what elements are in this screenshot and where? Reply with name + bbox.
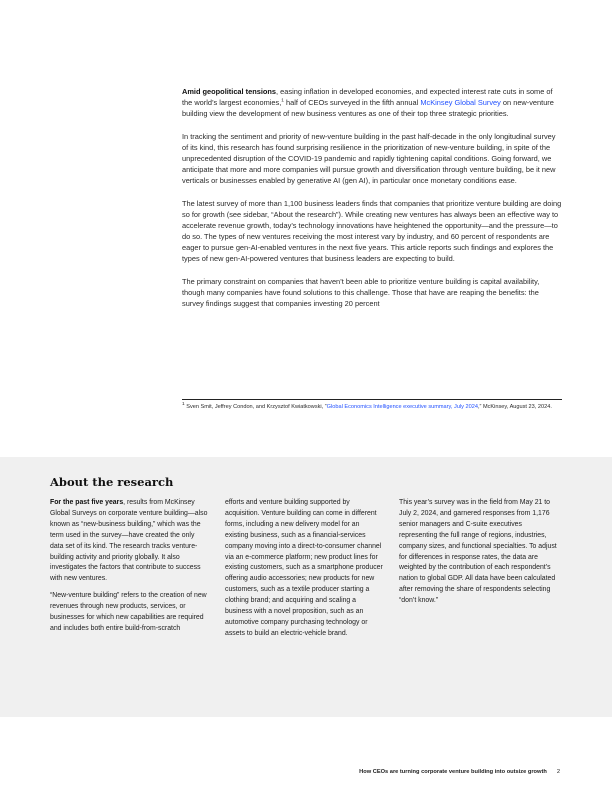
sidebar-column-3 bbox=[399, 498, 557, 613]
sidebar-column-1 bbox=[50, 498, 208, 641]
sidebar-lead: For the past five years bbox=[50, 499, 124, 506]
page-number: 2 bbox=[556, 769, 560, 775]
footer-title: How CEOs are turning corporate venture building into outsize growth bbox=[359, 769, 547, 775]
sidebar-paragraph: This year’s survey was in the field from May 21 to July 2, 2024, and garnered responses from 1,176 senior managers and C-suite executives representing the full range of regions, industries, company sizes, and functional specialties. To adjust for differences in response rates, the data are weighted by the contribution of each respondent’s nation to global GDP. All data have been calculated after removing the share of respondents selecting “don’t know.” bbox=[399, 499, 557, 605]
footnote-mark: 1 bbox=[182, 402, 185, 408]
intro-text-2: half of CEOs surveyed in the fifth annual bbox=[283, 98, 421, 107]
running-footer bbox=[359, 769, 560, 775]
intro-text-1: , easing inflation in developed economies, and expected interest rate cuts in some of the world’s largest economies, bbox=[182, 87, 553, 107]
footnote-text-after: ,” McKinsey, August 23, 2024. bbox=[477, 404, 552, 410]
footnote-reference[interactable]: 1 bbox=[281, 98, 284, 104]
intro-text-3: on new-venture building view the development of new business ventures as one of their top three strategic priorities. bbox=[182, 98, 554, 118]
intro-lead: Amid geopolitical tensions bbox=[182, 87, 277, 96]
body-paragraph: The latest survey of more than 1,100 business leaders finds that companies that prioritize venture building are doing so for growth (see sidebar, “About the research”). While creating new ventures has always been an effective way to accelerate revenue growth, today’s technology innovations have heightened the opportunity—and the pressure—to do so. The types of new ventures receiving the most interest vary by industry, and 60 percent of respondents are eager to pursue gen-AI-enabled ventures in the next five years. This article reports such findings and explores the types of new gen-AI-powered ventures that business leaders are expecting to build. bbox=[182, 199, 562, 263]
intro-paragraph bbox=[182, 86, 562, 119]
footnote bbox=[182, 404, 562, 411]
sidebar-text: , results from McKinsey Global Surveys on corporate venture building—also known as “new-business building,” which was the term used in the survey—have created the only data set of its kind. The research tracks venture-building activity and priority globally. It also investigates the factors that contribute to success with new ventures. bbox=[50, 499, 208, 583]
sidebar-column-2 bbox=[225, 498, 383, 646]
mckinsey-global-survey-link[interactable]: McKinsey Global Survey bbox=[420, 98, 501, 107]
footnote-text-before: Sven Smit, Jeffrey Condon, and Krzysztof Kwiatkowski, “ bbox=[184, 404, 327, 410]
global-economics-link[interactable]: Global Economics Intelligence executive summary, July 2024 bbox=[326, 404, 478, 410]
sidebar-paragraph bbox=[50, 498, 208, 585]
about-the-research-sidebar bbox=[0, 457, 612, 717]
sidebar-paragraph: efforts and venture building supported by acquisition. Venture building can come in different forms, including a new delivery model for an existing business, such as a financial-services company moving into a direct-to-consumer channel via an e-commerce platform; new product lines for existing customers, such as a smartphone producer offering audio accessories; new products for new customers, such as a textile producer starting a clothing brand; and acquiring and scaling a business with a novel proposition, such as an automotive company purchasing technology or assets to build an electric-vehicle brand. bbox=[225, 499, 383, 637]
sidebar-title: About the research bbox=[50, 475, 174, 489]
article-body bbox=[182, 86, 562, 321]
sidebar-paragraph: “New-venture building” refers to the creation of new revenues through new products, services, or businesses for which new capabilities are required and includes both entire build-from-scratch bbox=[50, 592, 207, 632]
body-paragraph: The primary constraint on companies that haven’t been able to prioritize venture building is capital availability, though many companies have found solutions to this challenge. Those that have are reaping the benefits: the survey findings suggest that companies investing 20 percent bbox=[182, 277, 540, 308]
footnote-divider bbox=[182, 399, 562, 400]
body-paragraph: In tracking the sentiment and priority of new-venture building in the past half-decade in the only longitudinal survey of its kind, this research has found surprising resilience in the prioritization of new-venture building, in spite of the unprecedented disruption of the COVID-19 pandemic and rapidly tightening capital conditions. Going forward, we anticipate that more and more companies will pursue growth and diversification through venture building, be it new verticals or businesses enabled by generative AI (gen AI), in particular once monetary conditions ease. bbox=[182, 132, 556, 185]
